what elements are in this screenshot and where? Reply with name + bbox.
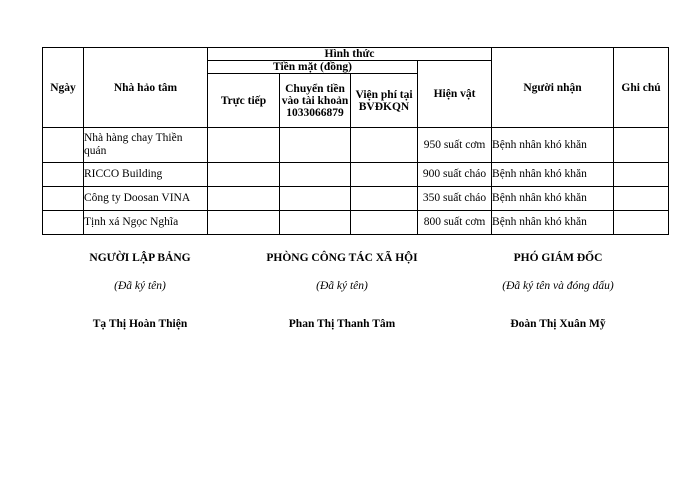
cell-recipient: Bệnh nhân khó khăn <box>492 128 614 163</box>
signature-title: NGƯỜI LẬP BẢNG <box>89 252 191 264</box>
cell-date <box>43 163 84 187</box>
cell-in-kind: 900 suất cháo <box>418 163 492 187</box>
cell-donor: Tịnh xá Ngọc Nghĩa <box>84 211 208 235</box>
table-row <box>43 128 669 163</box>
header-donor: Nhà hảo tâm <box>84 48 208 128</box>
cell-direct <box>208 128 280 163</box>
signature-name: Tạ Thị Hoàn Thiện <box>92 318 188 330</box>
cell-recipient: Bệnh nhân khó khăn <box>492 187 614 211</box>
cell-note <box>614 211 669 235</box>
cell-direct <box>208 211 280 235</box>
cell-date <box>43 128 84 163</box>
cell-transfer <box>280 187 351 211</box>
cell-hospital-fee <box>351 211 418 235</box>
cell-hospital-fee <box>351 163 418 187</box>
cell-direct <box>208 163 280 187</box>
signature-name: Phan Thị Thanh Tâm <box>288 318 396 330</box>
cell-direct <box>208 187 280 211</box>
signature-title: PHÒNG CÔNG TÁC XÃ HỘI <box>266 252 418 264</box>
cell-in-kind: 800 suất cơm <box>418 211 492 235</box>
signature-note: (Đã ký tên) <box>114 280 166 292</box>
header-cash: Tiền mặt (đồng) <box>208 61 418 74</box>
signature-block-social-work <box>242 252 442 330</box>
cell-donor: Công ty Doosan VINA <box>84 187 208 211</box>
signature-block-deputy-director <box>468 252 648 330</box>
cell-note <box>614 187 669 211</box>
donation-table <box>42 47 669 235</box>
signature-note: (Đã ký tên và đóng dấu) <box>502 280 614 292</box>
cell-note <box>614 128 669 163</box>
header-in-kind: Hiện vật <box>418 61 492 128</box>
cell-hospital-fee <box>351 187 418 211</box>
signature-block-preparer <box>55 252 225 330</box>
signature-note: (Đã ký tên) <box>316 280 368 292</box>
table-row <box>43 187 669 211</box>
signature-title: PHÓ GIÁM ĐỐC <box>513 252 603 264</box>
table-row <box>43 211 669 235</box>
header-transfer: Chuyển tiền vào tài khoản 1033066879 <box>280 74 351 128</box>
cell-donor: RICCO Building <box>84 163 208 187</box>
signature-name: Đoàn Thị Xuân Mỹ <box>510 318 606 330</box>
cell-transfer <box>280 211 351 235</box>
header-hospital-fee: Viện phí tại BVĐKQN <box>351 74 418 128</box>
cell-recipient: Bệnh nhân khó khăn <box>492 163 614 187</box>
cell-date <box>43 211 84 235</box>
cell-recipient: Bệnh nhân khó khăn <box>492 211 614 235</box>
header-date: Ngày <box>43 48 84 128</box>
cell-in-kind: 350 suất cháo <box>418 187 492 211</box>
cell-donor: Nhà hàng chay Thiền quán <box>84 128 208 163</box>
header-form: Hình thức <box>208 48 492 61</box>
cell-transfer <box>280 128 351 163</box>
header-recipient: Người nhận <box>492 48 614 128</box>
cell-date <box>43 187 84 211</box>
header-note: Ghi chú <box>614 48 669 128</box>
cell-in-kind: 950 suất cơm <box>418 128 492 163</box>
header-direct: Trực tiếp <box>208 74 280 128</box>
cell-note <box>614 163 669 187</box>
table-row <box>43 163 669 187</box>
cell-transfer <box>280 163 351 187</box>
cell-hospital-fee <box>351 128 418 163</box>
